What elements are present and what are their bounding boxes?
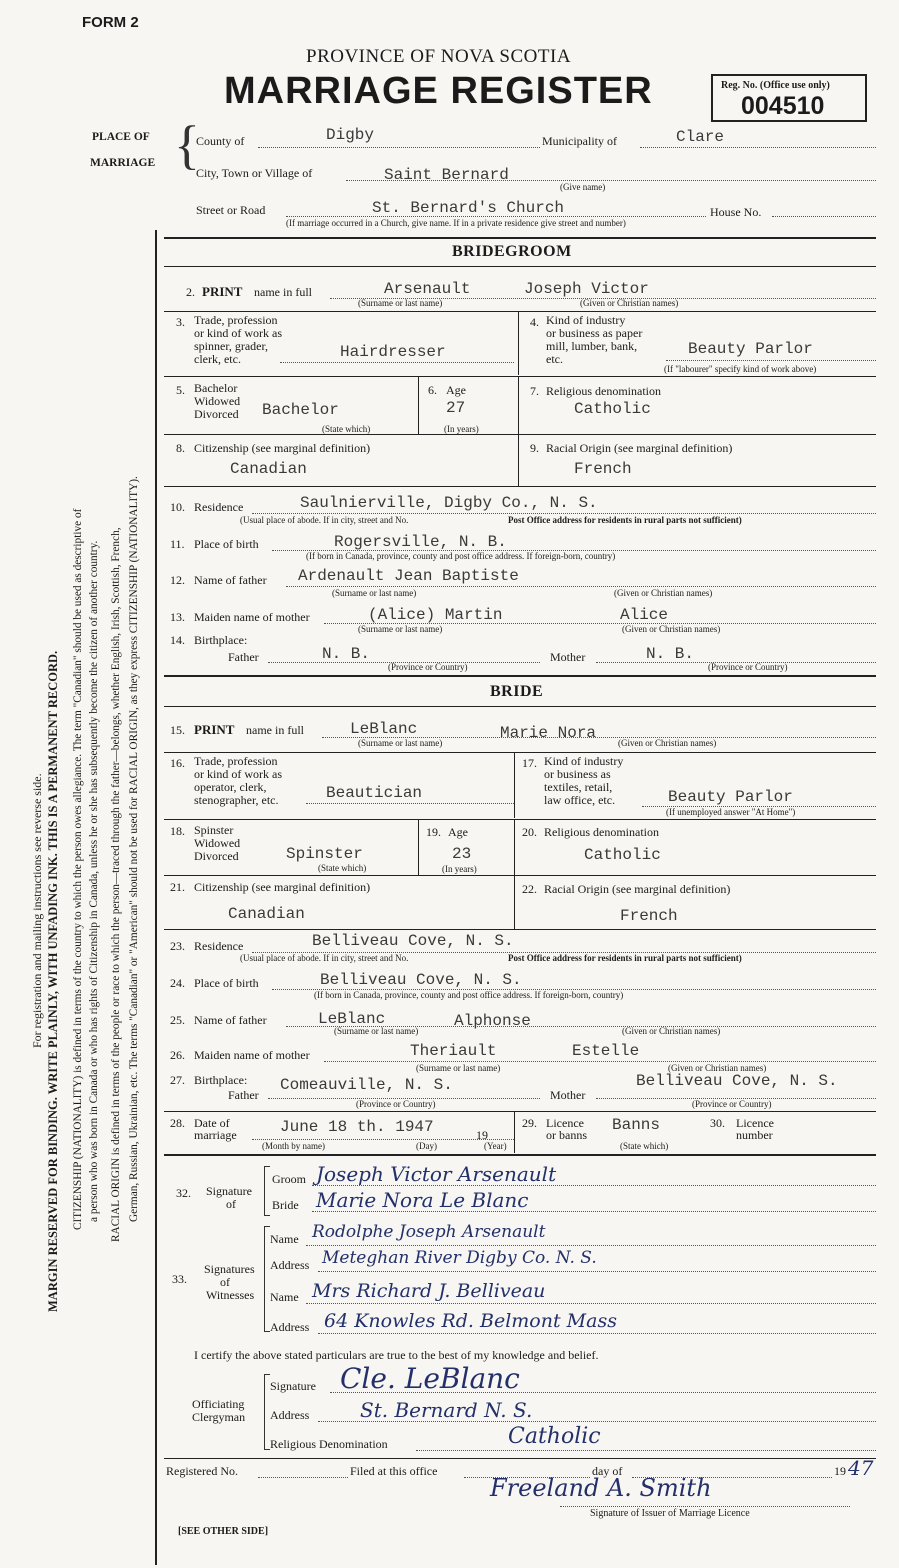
- groom-trade: Hairdresser: [340, 343, 446, 361]
- county-label: County of: [196, 134, 245, 148]
- groom-signature: Joseph Victor Arsenault: [316, 1162, 557, 1186]
- rule-g: [164, 875, 876, 876]
- bride-industry: Beauty Parlor: [668, 788, 793, 806]
- field-17-label-l4: law office, etc.: [544, 793, 616, 807]
- groom-status-caption: (State which): [322, 424, 371, 434]
- field-2-print: PRINT: [202, 284, 243, 299]
- field-6-number: 6.: [428, 383, 437, 397]
- field-8-number: 8.: [176, 441, 185, 455]
- bride-citizenship: Canadian: [228, 905, 305, 923]
- county-value: Digby: [326, 126, 375, 144]
- bride-surname: LeBlanc: [350, 720, 418, 738]
- field-33-number: 33.: [172, 1272, 187, 1286]
- bride-given-caption: (Given or Christian names): [618, 738, 717, 748]
- bride-heading: BRIDE: [490, 683, 544, 700]
- issuer-line: [560, 1506, 850, 1507]
- groom-surname: Arsenault: [384, 280, 471, 298]
- groom-bp-mother-label: Mother: [550, 650, 586, 664]
- off-religion-label: Religious Denomination: [270, 1437, 388, 1451]
- field-22-label: Racial Origin (see marginal definition): [544, 882, 731, 896]
- clergyman-label-1: Officiating: [192, 1397, 245, 1411]
- w1-address-label: Address: [270, 1258, 310, 1272]
- groom-mother-birthplace: N. B.: [646, 645, 695, 663]
- municipality-label: Municipality of: [542, 134, 617, 148]
- bride-res-caption-2: Post Office address for residents in rural parts not sufficient): [508, 953, 742, 963]
- groom-given-names: Joseph Victor: [524, 280, 649, 298]
- bride-birthplace: Belliveau Cove, N. S.: [320, 971, 522, 989]
- groom-marital-status: Bachelor: [262, 401, 339, 419]
- rule-j: [164, 1154, 876, 1156]
- groom-res-caption-2: Post Office address for residents in rural parts not sufficient): [508, 515, 742, 525]
- field-21-number: 21.: [170, 880, 185, 894]
- bride-racial-origin: French: [620, 907, 678, 925]
- rule-h: [164, 929, 876, 930]
- w1-name-label: Name: [270, 1232, 299, 1246]
- page-title: MARRIAGE REGISTER: [224, 70, 653, 112]
- margin-line-2: MARGIN RESERVED FOR BINDING. WRITE PLAINLY, WITH UNFADING INK. THIS IS A PERMANENT RECORD.: [46, 650, 60, 1312]
- vrule-i: [514, 1111, 515, 1153]
- groom-birthplace: Rogersville, N. B.: [334, 533, 507, 551]
- margin-line-6: German, Russian, Ukrainian, etc. The terms "Canadian" or "American" should not be used for RACIAL ORIGIN, as they express CITIZENSHIP (NATIONALITY).: [128, 476, 140, 1222]
- field-10-number: 10.: [170, 500, 185, 514]
- bride-mother-line: [324, 1061, 876, 1062]
- field-19-number: 19.: [426, 825, 441, 839]
- field-20-label: Religious denomination: [544, 825, 659, 839]
- year-prefix: 19: [834, 1464, 846, 1478]
- field-18-label: [194, 824, 240, 863]
- field-23-label: Residence: [194, 939, 244, 953]
- bride-marital-status: Spinster: [286, 845, 363, 863]
- field-32-number: 32.: [176, 1186, 191, 1200]
- bride-mother-caption-2: (Given or Christian names): [668, 1063, 767, 1073]
- street-value: St. Bernard's Church: [372, 199, 565, 217]
- groom-racial-origin: French: [574, 460, 632, 478]
- field-26-label: Maiden name of mother: [194, 1048, 310, 1062]
- field-3-label-l4: clerk, etc.: [194, 352, 241, 366]
- field-28-label-2: marriage: [194, 1128, 237, 1142]
- groom-residence: Saulnierville, Digby Co., N. S.: [300, 494, 598, 512]
- groom-age: 27: [446, 399, 466, 417]
- place-label-2: MARRIAGE: [90, 157, 156, 169]
- field-16-label-l4: stenographer, etc.: [194, 793, 279, 807]
- bride-mother-birthplace: Belliveau Cove, N. S.: [636, 1072, 838, 1090]
- field-33-label-2: of: [220, 1275, 230, 1289]
- field-6-label: Age: [446, 383, 466, 397]
- rule-b: [164, 376, 876, 377]
- field-14-label: Birthplace:: [194, 633, 248, 647]
- field-3-label-l3: spinner, grader,: [194, 339, 269, 353]
- groom-birth-caption: (If born in Canada, province, county and post office address. If foreign-born, country): [306, 551, 616, 561]
- filed-label: Filed at this office: [350, 1464, 438, 1478]
- field-22-number: 22.: [522, 882, 537, 896]
- groom-industry-line: [666, 360, 876, 361]
- w2-name-label: Name: [270, 1290, 299, 1304]
- field-5-number: 5.: [176, 383, 185, 397]
- field-25-number: 25.: [170, 1013, 185, 1027]
- groom-industry: Beauty Parlor: [688, 340, 813, 358]
- field-5-label: [194, 382, 240, 421]
- marriage-date-suffix: 19: [476, 1128, 488, 1142]
- field-4-label-l3: mill, lumber, bank,: [546, 339, 638, 353]
- licence-or-banns: Banns: [612, 1116, 661, 1134]
- groom-mother-caption-2: (Given or Christian names): [622, 624, 721, 634]
- field-2-label: name in full: [254, 285, 312, 299]
- marriage-date-line: [252, 1139, 514, 1140]
- groom-mother-given: Alice: [620, 606, 669, 624]
- vrule-b: [418, 376, 419, 434]
- bride-sig-label: Bride: [272, 1198, 299, 1212]
- year-caption: (Year): [484, 1141, 507, 1151]
- margin-rule: [155, 230, 157, 1565]
- sig-bracket-1: [264, 1166, 270, 1216]
- field-28-label-1: Date of: [194, 1116, 230, 1130]
- bride-top-rule: [164, 675, 876, 677]
- witness-1-address: Meteghan River Digby Co. N. S.: [322, 1248, 597, 1268]
- clergyman-religion: Catholic: [508, 1424, 601, 1449]
- city-caption: (Give name): [560, 182, 606, 192]
- issuer-caption: Signature of Issuer of Marriage Licence: [590, 1508, 750, 1519]
- w1-name-line: [306, 1245, 876, 1246]
- vrule-e: [514, 752, 515, 818]
- field-16-label: [194, 755, 282, 807]
- rule-d: [164, 486, 876, 487]
- place-label-1: PLACE OF: [92, 131, 150, 143]
- city-value: Saint Bernard: [384, 166, 509, 184]
- rule-c: [164, 434, 876, 435]
- witness-2-address: 64 Knowles Rd. Belmont Mass: [324, 1310, 617, 1332]
- field-8-label: Citizenship (see marginal definition): [194, 441, 371, 455]
- vrule-h: [514, 875, 515, 929]
- field-3-label-l1: Trade, profession: [194, 313, 278, 327]
- field-18-label-l3: Divorced: [194, 849, 239, 863]
- groom-age-caption: (In years): [444, 424, 479, 434]
- groom-father: Ardenault Jean Baptiste: [298, 567, 519, 585]
- groom-father-caption-2: (Given or Christian names): [614, 588, 713, 598]
- field-5-label-l2: Widowed: [194, 394, 241, 408]
- field-27-number: 27.: [170, 1073, 185, 1087]
- house-label: House No.: [710, 205, 762, 219]
- field-28-number: 28.: [170, 1116, 185, 1130]
- off-sig-label: Signature: [270, 1379, 316, 1393]
- field-16-label-l1: Trade, profession: [194, 754, 278, 768]
- field-3-label: [194, 314, 282, 366]
- field-16-label-l3: operator, clerk,: [194, 780, 267, 794]
- see-other-side: [SEE OTHER SIDE]: [178, 1526, 269, 1537]
- field-4-label: [546, 314, 642, 366]
- clergyman-address: St. Bernard N. S.: [360, 1398, 533, 1422]
- groom-mother-surname: (Alice) Martin: [368, 606, 503, 624]
- bride-signature: Marie Nora Le Blanc: [316, 1188, 529, 1212]
- field-4-label-l4: etc.: [546, 352, 563, 366]
- groom-industry-caption: (If "labourer" specify kind of work above): [664, 364, 817, 374]
- rule-f: [164, 819, 876, 820]
- field-18-label-l1: Spinster: [194, 823, 234, 837]
- bride-bp-mother-label: Mother: [550, 1088, 586, 1102]
- rule-i: [164, 1111, 876, 1112]
- field-29-number: 29.: [522, 1116, 537, 1130]
- off-address-label: Address: [270, 1408, 310, 1422]
- bride-residence: Belliveau Cove, N. S.: [312, 932, 514, 950]
- field-12-number: 12.: [170, 573, 185, 587]
- municipality-value: Clare: [676, 128, 725, 146]
- field-9-number: 9.: [530, 441, 539, 455]
- field-17-label-l1: Kind of industry: [544, 754, 624, 768]
- off-religion-line: [416, 1450, 876, 1451]
- bride-bp-caption-1: (Province or Country): [356, 1099, 436, 1109]
- field-24-number: 24.: [170, 976, 185, 990]
- day-caption: (Day): [416, 1141, 437, 1151]
- field-23-number: 23.: [170, 939, 185, 953]
- field-13-label: Maiden name of mother: [194, 610, 310, 624]
- bride-industry-caption: (If unemployed answer "At Home"): [666, 807, 796, 817]
- bride-heading-rule: [164, 706, 876, 707]
- field-11-label: Place of birth: [194, 537, 259, 551]
- field-13-number: 13.: [170, 610, 185, 624]
- field-17-number: 17.: [522, 756, 537, 770]
- field-19-label: Age: [448, 825, 468, 839]
- field-30-number: 30.: [710, 1116, 725, 1130]
- vrule-f: [418, 819, 419, 875]
- groom-surname-caption: (Surname or last name): [358, 298, 443, 308]
- field-33-label-1: Signatures: [204, 1262, 255, 1276]
- field-7-label: Religious denomination: [546, 384, 661, 398]
- field-9-label: Racial Origin (see marginal definition): [546, 441, 733, 455]
- field-15-label: name in full: [246, 723, 304, 737]
- field-29-label-1: Licence: [546, 1116, 584, 1130]
- bride-given-names: Marie Nora: [500, 724, 597, 742]
- city-label: City, Town or Village of: [196, 166, 313, 180]
- bride-trade-line: [306, 803, 514, 804]
- bride-bp-caption-2: (Province or Country): [692, 1099, 772, 1109]
- marriage-date: June 18 th. 1947: [280, 1118, 434, 1136]
- field-3-label-l2: or kind of work as: [194, 326, 282, 340]
- bride-father-caption-2: (Given or Christian names): [622, 1026, 721, 1036]
- field-17-label-l3: textiles, retail,: [544, 780, 613, 794]
- field-30-label-2: number: [736, 1128, 773, 1142]
- vrule-c: [518, 376, 519, 434]
- field-5-label-l3: Divorced: [194, 407, 239, 421]
- field-16-number: 16.: [170, 756, 185, 770]
- bride-mother-caption-1: (Surname or last name): [416, 1063, 501, 1073]
- field-7-number: 7.: [530, 384, 539, 398]
- bride-father-given: Alphonse: [454, 1012, 531, 1030]
- bride-religion: Catholic: [584, 846, 661, 864]
- place-brace: {: [174, 115, 200, 175]
- groom-top-rule: [164, 237, 876, 239]
- field-29-label-2: or banns: [546, 1128, 587, 1142]
- field-12-label: Name of father: [194, 573, 267, 587]
- margin-line-3: CITIZENSHIP (NATIONALITY) is defined in terms of the country to which the person owes allegiance. The term "Canadian" should be used as descriptive of: [72, 508, 84, 1230]
- bride-trade: Beautician: [326, 784, 423, 802]
- clergyman-label-2: Clergyman: [192, 1410, 246, 1424]
- groom-residence-line: [252, 513, 876, 514]
- vrule-d: [518, 434, 519, 486]
- field-21-label: Citizenship (see marginal definition): [194, 880, 371, 894]
- bride-mother-surname: Theriault: [410, 1042, 497, 1060]
- w1-address-line: [318, 1271, 876, 1272]
- groom-citizenship: Canadian: [230, 460, 307, 478]
- bride-surname-caption: (Surname or last name): [358, 738, 443, 748]
- vrule-a: [518, 311, 519, 375]
- county-line: [258, 147, 540, 148]
- house-line: [772, 216, 876, 217]
- field-4-label-l1: Kind of industry: [546, 313, 626, 327]
- bride-birth-caption: (If born in Canada, province, county and post office address. If foreign-born, country): [314, 990, 624, 1000]
- field-32-label-1: Signature: [206, 1184, 252, 1198]
- day-of-label: day of: [592, 1464, 623, 1478]
- witness-1-name: Rodolphe Joseph Arsenault: [312, 1222, 546, 1242]
- month-caption: (Month by name): [262, 1141, 325, 1151]
- street-label: Street or Road: [196, 203, 266, 217]
- reg-number-box: [711, 74, 867, 122]
- field-15-print: PRINT: [194, 722, 235, 737]
- field-33-label-3: Witnesses: [206, 1288, 255, 1302]
- field-27-label: Birthplace:: [194, 1073, 248, 1087]
- groom-father-birthplace: N. B.: [322, 645, 371, 663]
- margin-line-4: a person who was born in Canada or who has rights of Citizenship in Canada, unless he or she has subsequently become the citizen of another country.: [88, 540, 100, 1222]
- field-15-number: 15.: [170, 723, 185, 737]
- registered-line: [258, 1477, 348, 1478]
- groom-sig-label: Groom: [272, 1172, 306, 1186]
- bride-status-caption: (State which): [318, 863, 367, 873]
- groom-given-caption: (Given or Christian names): [580, 298, 679, 308]
- witness-2-name: Mrs Richard J. Belliveau: [312, 1280, 546, 1302]
- groom-bp-caption-2: (Province or Country): [708, 662, 788, 672]
- field-26-number: 26.: [170, 1048, 185, 1062]
- groom-bp-father-label: Father: [228, 650, 259, 664]
- margin-line-5: RACIAL ORIGIN is defined in terms of the people or race to which the person—traced through the father—belongs, whether English, Irish, Scottish, French,: [110, 527, 122, 1242]
- municipality-line: [640, 147, 876, 148]
- bride-father-surname: LeBlanc: [318, 1010, 386, 1028]
- field-30-label-1: Licence: [736, 1116, 774, 1130]
- field-3-number: 3.: [176, 315, 185, 329]
- field-16-label-l2: or kind of work as: [194, 767, 282, 781]
- clergyman-signature: Cle. LeBlanc: [340, 1362, 520, 1395]
- groom-father-line: [286, 586, 876, 587]
- field-20-number: 20.: [522, 825, 537, 839]
- field-25-label: Name of father: [194, 1013, 267, 1027]
- w2-address-label: Address: [270, 1320, 310, 1334]
- groom-religion: Catholic: [574, 400, 651, 418]
- rule-e: [164, 752, 876, 753]
- groom-mother-caption-1: (Surname or last name): [358, 624, 443, 634]
- bride-father-birthplace: Comeauville, N. S.: [280, 1076, 453, 1094]
- registered-label: Registered No.: [166, 1464, 238, 1478]
- field-4-number: 4.: [530, 315, 539, 329]
- licence-caption: (State which): [620, 1141, 669, 1151]
- form-number: FORM 2: [82, 14, 139, 31]
- groom-trade-line: [280, 362, 514, 363]
- field-10-label: Residence: [194, 500, 244, 514]
- field-32-label-2: of: [226, 1197, 236, 1211]
- groom-heading-rule: [164, 266, 876, 267]
- w2-address-line: [318, 1333, 876, 1334]
- field-11-number: 11.: [170, 537, 185, 551]
- groom-bp-caption-1: (Province or Country): [388, 662, 468, 672]
- w2-name-line: [306, 1303, 876, 1304]
- field-18-label-l2: Widowed: [194, 836, 241, 850]
- field-18-number: 18.: [170, 824, 185, 838]
- field-17-label-l2: or business as: [544, 767, 611, 781]
- year-handwritten: 47: [848, 1456, 874, 1480]
- groom-father-caption-1: (Surname or last name): [332, 588, 417, 598]
- issuer-signature: Freeland A. Smith: [490, 1474, 712, 1502]
- rule-a: [164, 311, 876, 312]
- province-heading: PROVINCE OF NOVA SCOTIA: [306, 46, 572, 67]
- bride-bp-father-label: Father: [228, 1088, 259, 1102]
- bride-father-caption-1: (Surname or last name): [334, 1026, 419, 1036]
- rule-k: [164, 1458, 876, 1459]
- field-5-label-l1: Bachelor: [194, 381, 238, 395]
- field-24-label: Place of birth: [194, 976, 259, 990]
- field-2-number: 2.: [186, 285, 195, 299]
- field-14-number: 14.: [170, 633, 185, 647]
- field-4-label-l2: or business as paper: [546, 326, 643, 340]
- vrule-g: [514, 819, 515, 875]
- street-caption: (If marriage occurred in a Church, give name. If in a private residence give street and number): [286, 218, 626, 228]
- bride-res-caption-1: (Usual place of abode. If in city, street and No.: [240, 953, 409, 963]
- reg-number: 004510: [741, 92, 825, 120]
- groom-heading: BRIDEGROOM: [452, 243, 572, 260]
- groom-res-caption-1: (Usual place of abode. If in city, street and No.: [240, 515, 409, 525]
- certify-text: I certify the above stated particulars are true to the best of my knowledge and belief.: [194, 1348, 599, 1362]
- margin-line-1: For registration and mailing instructions see reverse side.: [30, 773, 44, 1048]
- bride-mother-given: Estelle: [572, 1042, 640, 1060]
- bride-age: 23: [452, 845, 472, 863]
- reg-number-label: Reg. No. (Office use only): [721, 80, 830, 91]
- field-17-label: [544, 755, 623, 807]
- bride-age-caption: (In years): [442, 864, 477, 874]
